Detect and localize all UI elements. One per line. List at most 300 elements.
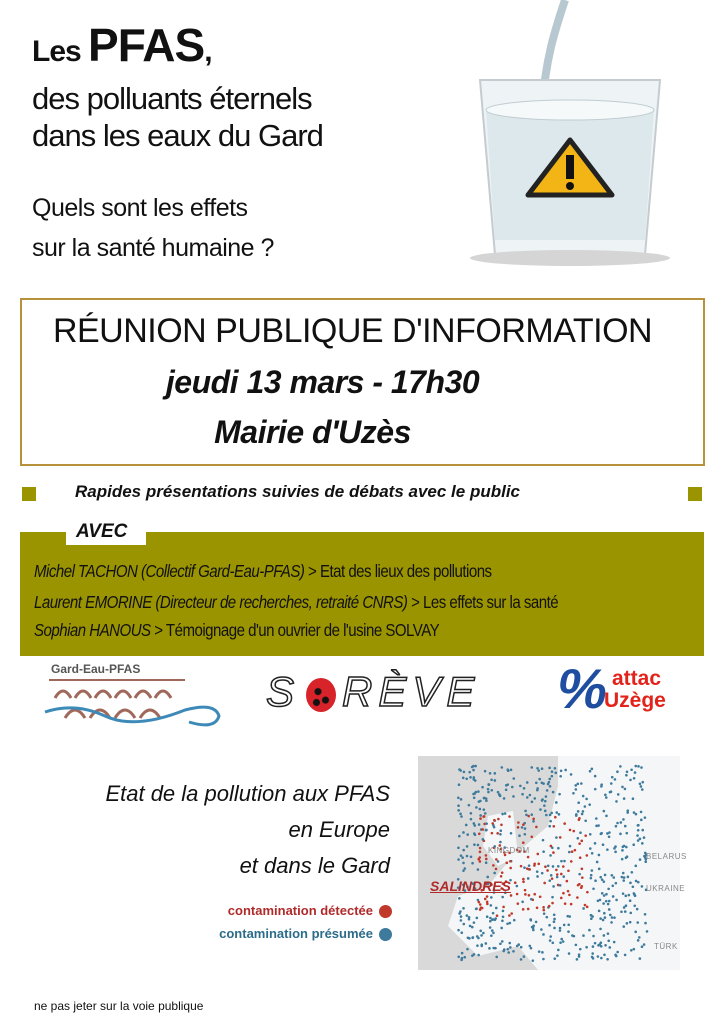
map-dot — [562, 865, 565, 868]
map-dot — [535, 781, 538, 784]
map-dot — [606, 832, 609, 835]
map-caption — [105, 776, 390, 884]
map-dot — [492, 947, 495, 950]
map-dot — [514, 881, 517, 884]
map-dot — [522, 841, 525, 844]
map-dot — [612, 895, 615, 898]
map-dot — [621, 849, 624, 852]
map-dot — [512, 950, 515, 953]
map-dot — [599, 917, 602, 920]
map-dot — [549, 854, 552, 857]
map-dot — [635, 813, 638, 816]
map-dot — [549, 935, 552, 938]
map-dot — [578, 953, 581, 956]
map-dot — [560, 873, 563, 876]
map-dot — [496, 914, 499, 917]
map-dot — [461, 856, 464, 859]
map-dot — [584, 904, 587, 907]
map-dot — [527, 877, 530, 880]
map-dot — [522, 878, 525, 881]
map-dot — [462, 831, 465, 834]
map-dot — [517, 943, 520, 946]
map-dot — [560, 938, 563, 941]
map-dot — [542, 909, 545, 912]
map-dot — [570, 903, 573, 906]
map-dot — [608, 900, 611, 903]
logo-attac-uzege: Uzège — [604, 689, 666, 712]
map-dot — [482, 815, 485, 818]
map-dot — [626, 811, 629, 814]
map-dot — [457, 929, 460, 932]
map-dot — [637, 939, 640, 942]
map-dot — [487, 791, 490, 794]
map-dot — [537, 769, 540, 772]
map-dot — [526, 867, 529, 870]
map-dot — [641, 945, 644, 948]
map-dot — [476, 944, 479, 947]
map-dot — [486, 895, 489, 898]
map-dot — [478, 901, 481, 904]
map-dot — [542, 906, 545, 909]
map-dot — [568, 894, 571, 897]
bullet-square-right — [688, 487, 702, 501]
map-dot — [483, 808, 486, 811]
map-dot — [533, 893, 536, 896]
map-dot — [459, 813, 462, 816]
map-dot — [554, 767, 557, 770]
map-dot — [580, 782, 583, 785]
map-dot — [578, 873, 581, 876]
map-dot — [488, 783, 491, 786]
map-dot — [544, 800, 547, 803]
map-dot — [512, 795, 515, 798]
map-dot — [506, 948, 509, 951]
ladybug-icon — [306, 678, 336, 712]
map-dot — [523, 787, 526, 790]
map-dot — [623, 797, 626, 800]
map-dot — [640, 766, 643, 769]
map-dot — [576, 958, 579, 961]
map-dot — [554, 772, 557, 775]
map-dot — [600, 832, 603, 835]
map-dot — [472, 793, 475, 796]
logo-attac — [604, 668, 666, 712]
map-dot — [489, 917, 492, 920]
map-dot — [603, 894, 606, 897]
map-dot — [572, 830, 575, 833]
map-dot — [633, 892, 636, 895]
map-dot — [531, 801, 534, 804]
map-dot — [462, 907, 465, 910]
map-dot — [485, 861, 488, 864]
map-caption-line2: en Europe — [288, 817, 390, 842]
map-dot — [635, 880, 638, 883]
map-dot — [567, 930, 570, 933]
water-glass-warning-image — [470, 0, 680, 270]
map-dot — [590, 914, 593, 917]
map-dot — [611, 874, 614, 877]
map-dot — [509, 946, 512, 949]
map-dot — [601, 878, 604, 881]
map-dot — [457, 809, 460, 812]
map-dot — [611, 884, 614, 887]
map-dot — [594, 842, 597, 845]
map-dot — [546, 789, 549, 792]
map-dot — [499, 829, 502, 832]
map-dot — [629, 921, 632, 924]
map-dot — [632, 885, 635, 888]
legend-detected-dot-icon — [379, 905, 392, 918]
map-dot — [542, 958, 545, 961]
title-pfas: PFAS — [88, 19, 205, 71]
map-dot — [610, 790, 613, 793]
map-dot — [505, 862, 508, 865]
map-dot — [512, 777, 515, 780]
map-dot — [497, 818, 500, 821]
map-dot — [477, 868, 480, 871]
map-dot — [495, 868, 498, 871]
event-place: Mairie d'Uzès — [214, 414, 411, 450]
map-dot — [490, 896, 493, 899]
map-dot — [636, 921, 639, 924]
legend-presumed-label: contamination présumée — [219, 926, 373, 941]
map-dot — [628, 894, 631, 897]
map-dot — [532, 924, 535, 927]
map-dot — [502, 906, 505, 909]
map-dot — [509, 922, 512, 925]
map-dot — [589, 847, 592, 850]
map-dot — [493, 872, 496, 875]
map-dot — [644, 922, 647, 925]
map-dot — [577, 801, 580, 804]
map-dot — [562, 875, 565, 878]
map-dot — [466, 845, 469, 848]
map-dot — [468, 916, 471, 919]
map-dot — [626, 922, 629, 925]
map-dot — [473, 843, 476, 846]
map-dot — [604, 874, 607, 877]
map-dot — [574, 849, 577, 852]
map-dot — [502, 910, 505, 913]
map-dot — [508, 914, 511, 917]
map-dot — [639, 957, 642, 960]
map-dot — [624, 954, 627, 957]
map-dot — [592, 887, 595, 890]
map-dot — [560, 769, 563, 772]
map-dot — [544, 865, 547, 868]
map-dot — [560, 897, 563, 900]
map-dot — [542, 933, 545, 936]
map-caption-line1: Etat de la pollution aux PFAS — [105, 781, 390, 806]
map-dot — [608, 946, 611, 949]
map-dot — [584, 805, 587, 808]
logo-soreve-s: S — [266, 668, 301, 715]
map-dot — [497, 860, 500, 863]
map-dot — [466, 855, 469, 858]
event-date: jeudi 13 mars - 17h30 — [165, 364, 480, 400]
map-dot — [510, 832, 513, 835]
map-dot — [558, 813, 561, 816]
map-dot — [536, 853, 539, 856]
map-dot — [468, 771, 471, 774]
map-dot — [637, 881, 640, 884]
map-dot — [524, 827, 527, 830]
map-dot — [520, 946, 523, 949]
map-dot — [623, 876, 626, 879]
format-description: Rapides présentations suivies de débats avec le public — [75, 482, 520, 501]
map-dot — [557, 949, 560, 952]
map-dot — [496, 832, 499, 835]
map-dot — [462, 849, 465, 852]
map-dot — [480, 934, 483, 937]
map-dot — [636, 834, 639, 837]
map-dot — [575, 814, 578, 817]
map-dot — [457, 804, 460, 807]
map-dot — [492, 918, 495, 921]
map-dot — [545, 795, 548, 798]
map-dot — [639, 782, 642, 785]
map-dot — [464, 867, 467, 870]
map-dot — [501, 766, 504, 769]
title-subtitle — [32, 80, 323, 154]
map-dot — [592, 935, 595, 938]
map-dot — [617, 793, 620, 796]
map-dot — [492, 912, 495, 915]
map-dot — [522, 908, 525, 911]
map-dot — [641, 829, 644, 832]
map-dot — [639, 838, 642, 841]
map-dot — [590, 877, 593, 880]
map-dot — [624, 825, 627, 828]
map-dot — [485, 858, 488, 861]
map-dot — [503, 797, 506, 800]
map-dot — [622, 818, 625, 821]
map-dot — [470, 855, 473, 858]
map-dot — [493, 819, 496, 822]
map-dot — [494, 772, 497, 775]
map-dot — [536, 875, 539, 878]
speaker-name: Michel TACHON (Collectif Gard-Eau-PFAS) — [34, 561, 305, 581]
map-dot — [486, 915, 489, 918]
map-dot — [599, 928, 602, 931]
map-dot — [490, 904, 493, 907]
map-dot — [581, 876, 584, 879]
map-dot — [603, 953, 606, 956]
map-dot — [468, 804, 471, 807]
map-dot — [550, 845, 553, 848]
map-dot — [641, 885, 644, 888]
map-dot — [643, 836, 646, 839]
map-dot — [564, 902, 567, 905]
map-dot — [594, 775, 597, 778]
speakers-label: AVEC — [66, 521, 146, 545]
map-dot — [489, 926, 492, 929]
map-dot — [502, 915, 505, 918]
map-dot — [473, 921, 476, 924]
map-dot — [553, 927, 556, 930]
map-dot — [548, 879, 551, 882]
map-dot — [518, 834, 521, 837]
map-dot — [615, 882, 618, 885]
map-dot — [603, 912, 606, 915]
map-dot — [525, 814, 528, 817]
map-dot — [541, 767, 544, 770]
map-dot — [508, 815, 511, 818]
map-dot — [475, 791, 478, 794]
map-dot — [499, 942, 502, 945]
map-dot — [570, 860, 573, 863]
map-dot — [477, 790, 480, 793]
logo-gard-eau-pfas — [45, 662, 225, 726]
map-dot — [639, 858, 642, 861]
map-dot — [458, 835, 461, 838]
map-dot — [543, 804, 546, 807]
map-dot — [582, 810, 585, 813]
map-dot — [552, 885, 555, 888]
map-dot — [619, 765, 622, 768]
map-dot — [551, 896, 554, 899]
map-dot — [457, 796, 460, 799]
map-dot — [556, 954, 559, 957]
legend-presumed — [219, 926, 392, 941]
title-main — [32, 18, 212, 72]
map-dot — [626, 771, 629, 774]
map-dot — [553, 913, 556, 916]
map-dot — [548, 781, 551, 784]
map-dot — [491, 822, 494, 825]
map-dot — [591, 952, 594, 955]
map-dot — [520, 958, 523, 961]
map-dot — [547, 864, 550, 867]
map-dot — [460, 798, 463, 801]
map-dot — [634, 765, 637, 768]
map-dot — [472, 765, 475, 768]
map-dot — [612, 876, 615, 879]
question — [32, 188, 274, 268]
map-dot — [589, 770, 592, 773]
footer-notice: ne pas jeter sur la voie publique — [34, 999, 204, 1013]
map-dot — [509, 867, 512, 870]
map-dot — [640, 819, 643, 822]
map-dot — [633, 905, 636, 908]
map-dot — [582, 907, 585, 910]
map-dot — [640, 811, 643, 814]
map-dot — [474, 779, 477, 782]
map-dot — [507, 951, 510, 954]
map-dot — [510, 912, 513, 915]
map-dot — [625, 774, 628, 777]
map-dot — [524, 893, 527, 896]
map-dot — [530, 898, 533, 901]
map-dot — [473, 776, 476, 779]
map-dot — [594, 788, 597, 791]
map-dot — [529, 918, 532, 921]
map-dot — [570, 773, 573, 776]
map-dot — [460, 854, 463, 857]
map-dot — [489, 772, 492, 775]
bullet-square-left — [22, 487, 36, 501]
map-dot — [580, 840, 583, 843]
map-dot — [611, 776, 614, 779]
map-dot — [588, 929, 591, 932]
map-dot — [553, 918, 556, 921]
map-dot — [519, 785, 522, 788]
map-dot — [460, 919, 463, 922]
map-dot — [481, 828, 484, 831]
map-dot — [529, 794, 532, 797]
map-label-salindres: SALINDRES — [430, 878, 511, 894]
map-dot — [598, 868, 601, 871]
map-dot — [484, 812, 487, 815]
map-dot — [539, 808, 542, 811]
map-dot — [603, 880, 606, 883]
legend-detected-label: contamination détectée — [227, 903, 373, 918]
map-dot — [632, 843, 635, 846]
map-dot — [632, 797, 635, 800]
map-dot — [532, 959, 535, 962]
map-dot — [625, 846, 628, 849]
map-dot — [600, 785, 603, 788]
map-dot — [630, 768, 633, 771]
map-dot — [562, 940, 565, 943]
map-dot — [532, 929, 535, 932]
map-dot — [559, 884, 562, 887]
map-dot — [530, 813, 533, 816]
map-dot — [528, 945, 531, 948]
map-dot — [469, 925, 472, 928]
map-dot — [641, 788, 644, 791]
map-dot — [608, 908, 611, 911]
map-dot — [477, 954, 480, 957]
map-dot — [551, 877, 554, 880]
map-dot — [485, 829, 488, 832]
map-dot — [528, 868, 531, 871]
map-dot — [572, 792, 575, 795]
map-dot — [527, 815, 530, 818]
map-dot — [591, 852, 594, 855]
map-dot — [517, 826, 520, 829]
map-dot — [608, 835, 611, 838]
map-dot — [537, 863, 540, 866]
map-dot — [622, 879, 625, 882]
map-dot — [567, 923, 570, 926]
map-dot — [621, 786, 624, 789]
speaker-name: Sophian HANOUS — [34, 620, 151, 640]
map-dot — [471, 937, 474, 940]
map-label: TÜRK — [654, 942, 678, 951]
title-line2: des polluants éternels — [32, 81, 312, 116]
map-dot — [637, 824, 640, 827]
map-dot — [457, 858, 460, 861]
map-dot — [625, 904, 628, 907]
map-dot — [559, 775, 562, 778]
map-dot — [555, 811, 558, 814]
map-dot — [607, 888, 610, 891]
map-dot — [486, 900, 489, 903]
map-dot — [549, 939, 552, 942]
map-dot — [530, 947, 533, 950]
map-dot — [563, 924, 566, 927]
map-dot — [474, 765, 477, 768]
map-dot — [485, 822, 488, 825]
map-dot — [602, 919, 605, 922]
map-dot — [481, 786, 484, 789]
map-dot — [557, 847, 560, 850]
map-dot — [532, 818, 535, 821]
map-dot — [569, 845, 572, 848]
map-dot — [621, 858, 624, 861]
map-dot — [533, 797, 536, 800]
